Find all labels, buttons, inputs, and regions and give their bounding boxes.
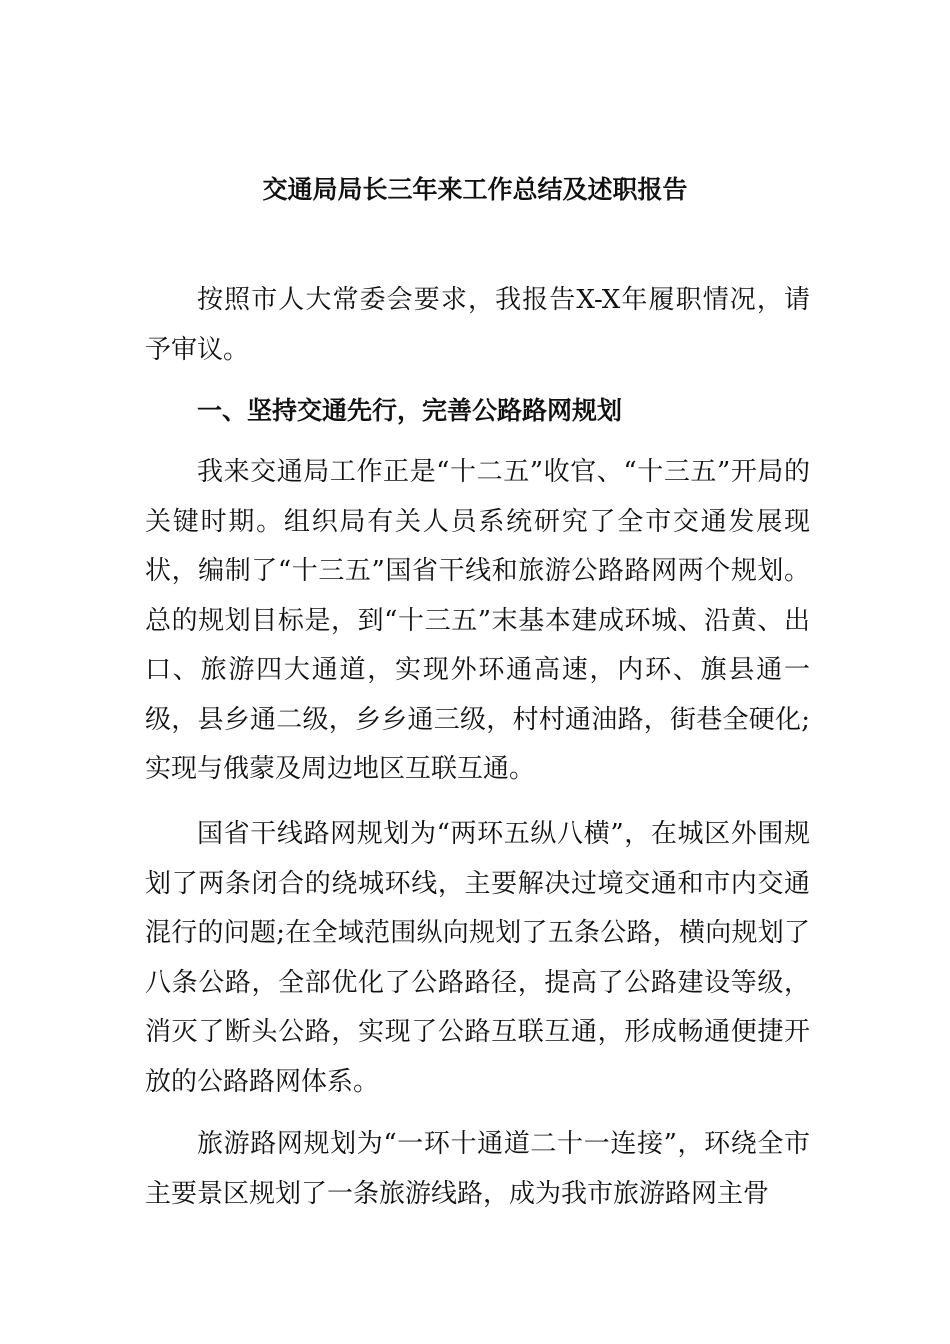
intro-paragraph: 按照市人大常委会要求，我报告X-X年履职情况，请予审议。 (145, 285, 810, 365)
body-paragraph: 我来交通局工作正是“十二五”收官、“十三五”开局的关键时期。组织局有关人员系统研究了全市交通发展现状，编制了“十三五”国省干线和旅游公路路网两个规划。总的规划目标是，到“十三五”末基本建成环城、沿黄、出口、旅游四大通道，实现外环通高速，内环、旗县通一级，县乡通二级，乡乡通三级，村村通油路，街巷全硬化;实现与俄蒙及周边地区互联互通。 (145, 457, 810, 784)
document-title: 交通局局长三年来工作总结及述职报告 (262, 175, 688, 204)
body-paragraph: 旅游路网规划为“一环十通道二十一连接”，环绕全市主要景区规划了一条旅游线路，成为我市旅游路网主骨 (145, 1129, 810, 1209)
body-paragraph: 国省干线路网规划为“两环五纵八横”，在城区外围规划了两条闭合的绕城环线，主要解决过境交通和市内交通混行的问题;在全域范围纵向规划了五条公路，横向规划了八条公路，全部优化了公路路径，提高了公路建设等级，消灭了断头公路，实现了公路互联互通，形成畅通便捷开放的公路路网体系。 (145, 819, 810, 1097)
section-heading: 一、坚持交通先行，完善公路路网规划 (197, 396, 623, 425)
